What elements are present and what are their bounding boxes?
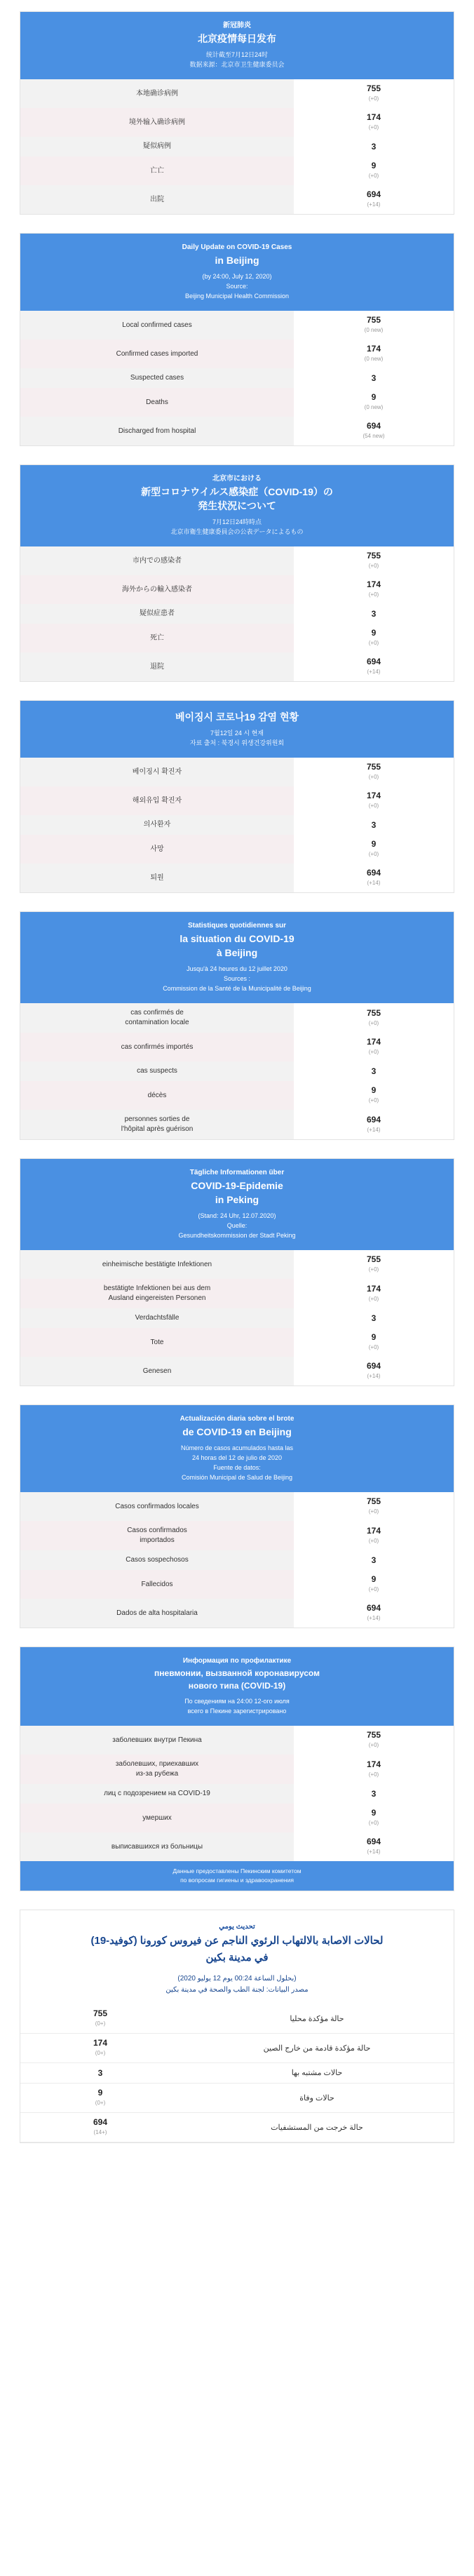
header-source: 7月12日24時時点 北京市衛生健康委員会の公表データによるもの — [170, 518, 304, 535]
stat-number: 3 — [371, 1555, 377, 1565]
stat-label: 퇴원 — [20, 864, 294, 892]
stat-value-cell — [294, 1521, 454, 1550]
stat-number: 694 — [366, 1603, 381, 1613]
table-row — [20, 575, 454, 604]
table-row — [20, 2004, 454, 2034]
table-row — [20, 1726, 454, 1755]
stat-delta: (+0) — [368, 640, 379, 646]
stat-number: 9 — [371, 1332, 377, 1342]
stat-delta: (+0) — [368, 1295, 379, 1302]
table-row — [20, 1492, 454, 1521]
table-row — [20, 137, 454, 156]
stat-value-cell — [294, 1250, 454, 1279]
stat-value-cell — [294, 156, 454, 185]
stat-delta: (+0) — [95, 2020, 106, 2027]
stat-number: 174 — [366, 1037, 381, 1047]
stat-value-cell — [294, 864, 454, 892]
language-card-es — [20, 1404, 454, 1628]
stat-number: 9 — [371, 1574, 377, 1584]
stat-delta: (+0) — [368, 1508, 379, 1515]
language-card-ru — [20, 1646, 454, 1891]
stat-number: 755 — [366, 1007, 381, 1018]
stat-number: 694 — [366, 1837, 381, 1846]
card-header-ko — [20, 701, 454, 758]
table-row — [20, 388, 454, 417]
stat-value-cell — [294, 1110, 454, 1139]
stat-number: 3 — [371, 1788, 377, 1799]
table-row — [20, 1061, 454, 1081]
header-source: 7월12일 24 시 현재 자료 출처 : 북경시 위생건강위원회 — [189, 730, 285, 746]
stat-delta: (+0) — [368, 1742, 379, 1748]
stat-label: bestätigte Infektionen bei aus dem Ausland eingereisten Personen — [20, 1279, 294, 1308]
table-row — [20, 1599, 454, 1628]
header-title: de COVID-19 en Beijing — [182, 1426, 292, 1437]
header-line1: 北京市における — [212, 475, 262, 483]
stat-delta: (+0) — [368, 1820, 379, 1826]
stat-delta: (+0) — [368, 124, 379, 130]
stat-label: Genesen — [20, 1357, 294, 1386]
stat-label: cas suspects — [20, 1061, 294, 1081]
stat-number: 755 — [366, 315, 381, 325]
stat-number: 694 — [366, 189, 381, 199]
table-row — [20, 340, 454, 368]
stat-number: 3 — [371, 1313, 377, 1323]
stat-label: حالة مؤكدة محليا — [180, 2004, 454, 2034]
stat-value-cell — [294, 108, 454, 137]
stat-delta: (+0) — [368, 1771, 379, 1778]
card-header-es — [20, 1405, 454, 1492]
table-row — [20, 864, 454, 892]
stat-number: 174 — [366, 1283, 381, 1294]
stat-number: 9 — [371, 161, 377, 170]
table-row — [20, 1755, 454, 1784]
stat-label: حالة خرجت من المستشفيات — [180, 2113, 454, 2142]
table-row — [20, 1328, 454, 1357]
stat-value-cell — [20, 2113, 180, 2142]
stats-table-ko — [20, 758, 454, 892]
table-row — [20, 108, 454, 137]
stat-label: personnes sorties de l'hôpital après guérison — [20, 1110, 294, 1139]
table-row — [20, 1550, 454, 1570]
stats-table-ar — [20, 2004, 454, 2142]
stat-value-cell — [294, 1726, 454, 1755]
stat-number: 755 — [366, 83, 381, 93]
table-row — [20, 604, 454, 624]
card-header-zh-cn — [20, 12, 454, 79]
stat-value-cell — [294, 786, 454, 815]
stat-value-cell — [294, 1755, 454, 1784]
header-source: (بحلول الساعة 00:24 يوم 12 يوليو 2020) مصدر البيانات: لجنة الطب والصحة في مدينة بكين — [165, 1975, 309, 1994]
table-row — [20, 2034, 454, 2063]
stat-value-cell — [294, 79, 454, 108]
stat-delta: (+0) — [368, 95, 379, 102]
table-row — [20, 311, 454, 340]
stat-value-cell — [294, 546, 454, 575]
stat-delta: (+0) — [368, 1537, 379, 1544]
stat-delta: (+0) — [368, 1344, 379, 1350]
stat-number: 3 — [371, 373, 377, 383]
stat-delta: (+0) — [368, 591, 379, 598]
table-row — [20, 2084, 454, 2113]
stat-value-cell — [294, 417, 454, 445]
language-card-ar — [20, 1910, 454, 2143]
stat-delta: (0 new) — [364, 404, 384, 410]
stat-number: 174 — [366, 1525, 381, 1536]
table-row — [20, 79, 454, 108]
stat-number: 174 — [93, 2038, 108, 2048]
stat-label: 本地确诊病例 — [20, 79, 294, 108]
stats-table-en — [20, 311, 454, 445]
header-title: لحالات الاصابة بالالتهاب الرئوي الناجم عن فيروس كورونا (كوفيد-19) في مدينة بكين — [90, 1935, 384, 1964]
header-title: пневмонии, вызванной коронавирусом нового типа (COVID-19) — [154, 1668, 320, 1691]
header-line1: Tägliche Informationen über — [189, 1169, 285, 1176]
stat-value-cell — [294, 1804, 454, 1832]
table-row — [20, 156, 454, 185]
stat-label: Suspected cases — [20, 368, 294, 388]
stat-label: 疑似症患者 — [20, 604, 294, 624]
stat-delta: (+0) — [368, 851, 379, 857]
header-title: in Beijing — [215, 255, 259, 266]
header-source: По сведениям на 24:00 12-ого июля всего в Пекине зарегистрировано — [184, 1698, 290, 1715]
stat-label: 死亡 — [20, 624, 294, 652]
stat-value-cell — [294, 1081, 454, 1110]
stat-label: حالة مؤكدة قادمة من خارج الصين — [180, 2034, 454, 2063]
stat-value-cell — [294, 1328, 454, 1357]
cards-container — [0, 11, 474, 2143]
stat-label: Confirmed cases imported — [20, 340, 294, 368]
header-title: COVID-19-Epidemie in Peking — [191, 1180, 283, 1205]
stat-number: 755 — [93, 2008, 108, 2018]
table-row — [20, 1784, 454, 1804]
stat-label: 出院 — [20, 185, 294, 214]
stats-table-ja — [20, 546, 454, 681]
stat-delta: (+0) — [368, 1266, 379, 1273]
stat-label: cas confirmés importés — [20, 1033, 294, 1061]
table-row — [20, 2113, 454, 2142]
table-row — [20, 1570, 454, 1599]
header-source: (Stand: 24 Uhr, 12.07.2020) Quelle: Gesundheitskommission der Stadt Peking — [178, 1212, 296, 1239]
stat-delta: (+14) — [367, 669, 381, 675]
header-source: Número de casos acumulados hasta las 24 horas del 12 de julio de 2020 Fuente de datos: Comisión Municipal de Salud de Beijing — [180, 1444, 294, 1481]
table-row — [20, 815, 454, 835]
stats-table-ru — [20, 1726, 454, 1861]
table-row — [20, 417, 454, 445]
stat-value-cell — [20, 2063, 180, 2084]
stat-label: Discharged from hospital — [20, 417, 294, 445]
stat-delta: (+14) — [367, 1849, 381, 1855]
stat-number: 174 — [366, 1759, 381, 1769]
stat-value-cell — [20, 2034, 180, 2063]
stat-value-cell — [294, 1492, 454, 1521]
stat-label: 사망 — [20, 835, 294, 864]
table-row — [20, 1357, 454, 1386]
stat-label: 境外输入确诊病例 — [20, 108, 294, 137]
stat-value-cell — [294, 340, 454, 368]
stat-delta: (+14) — [367, 201, 381, 208]
table-row — [20, 1308, 454, 1328]
stat-delta: (+0) — [368, 1097, 379, 1103]
stat-number: 3 — [97, 2067, 103, 2078]
stat-delta: (+14) — [367, 1373, 381, 1379]
stat-label: 의사환자 — [20, 815, 294, 835]
header-source: (by 24:00, July 12, 2020) Source: Beijing Municipal Health Commission — [184, 273, 290, 300]
table-row — [20, 786, 454, 815]
stat-number: 694 — [93, 2117, 108, 2127]
stat-number: 755 — [366, 1254, 381, 1264]
stat-value-cell — [294, 575, 454, 604]
stat-value-cell — [294, 1279, 454, 1308]
stat-delta: (+0) — [95, 2050, 106, 2056]
stat-label: einheimische bestätigte Infektionen — [20, 1250, 294, 1279]
stat-label: 베이징시 확진자 — [20, 758, 294, 786]
stat-number: 694 — [366, 868, 381, 878]
stat-label: Casos confirmados locales — [20, 1492, 294, 1521]
stat-value-cell — [294, 1832, 454, 1861]
header-source: Jusqu'à 24 heures du 12 juillet 2020 Sources : Commission de la Santé de la Municipalité de Beijing — [163, 965, 311, 992]
table-row — [20, 546, 454, 575]
top-spacer — [0, 0, 474, 11]
header-source: 统计截至7月12日24时 数据来源：北京市卫生健康委员会 — [189, 51, 285, 68]
stat-value-cell — [20, 2084, 180, 2113]
stat-label: décès — [20, 1081, 294, 1110]
stat-value-cell — [294, 652, 454, 681]
stat-label: 해외유입 확진자 — [20, 786, 294, 815]
language-card-ko — [20, 700, 454, 893]
stat-label: Tote — [20, 1328, 294, 1357]
card-header-fr — [20, 912, 454, 1003]
header-line1: Daily Update on COVID-19 Cases — [182, 243, 292, 251]
table-row — [20, 758, 454, 786]
stat-delta: (+14) — [93, 2129, 107, 2135]
stat-value-cell — [294, 1784, 454, 1804]
stat-delta: (0 new) — [364, 356, 384, 362]
header-title: 베이징시 코로나19 감염 현황 — [175, 711, 299, 723]
stat-delta: (+14) — [367, 880, 381, 886]
stats-table-zh-cn — [20, 79, 454, 214]
stat-value-cell — [294, 624, 454, 652]
stat-label: Casos confirmados importados — [20, 1521, 294, 1550]
stat-label: умерших — [20, 1804, 294, 1832]
table-row — [20, 185, 454, 214]
stat-delta: (+0) — [368, 1019, 379, 1026]
stat-value-cell — [294, 604, 454, 624]
stat-number: 755 — [366, 1730, 381, 1740]
stat-number: 9 — [371, 1808, 377, 1818]
table-row — [20, 1804, 454, 1832]
stat-label: حالات مشتبه بها — [180, 2063, 454, 2084]
stat-value-cell — [294, 1308, 454, 1328]
table-row — [20, 1003, 454, 1033]
header-line1: Actualización diaria sobre el brote — [180, 1415, 294, 1423]
stat-number: 9 — [371, 1085, 377, 1095]
stat-label: выписавшихся из больницы — [20, 1832, 294, 1861]
stat-delta: (+0) — [368, 563, 379, 569]
stat-value-cell — [294, 1061, 454, 1081]
stat-number: 755 — [366, 762, 381, 772]
table-row — [20, 1033, 454, 1061]
stat-value-cell — [294, 1550, 454, 1570]
language-card-en — [20, 233, 454, 446]
stat-label: Verdachtsfälle — [20, 1308, 294, 1328]
stat-label: заболевших внутри Пекина — [20, 1726, 294, 1755]
stat-delta: (+0) — [368, 1049, 379, 1055]
stat-label: Casos sospechosos — [20, 1550, 294, 1570]
header-line1: تحديث يومي — [219, 1923, 255, 1931]
stat-number: 174 — [366, 344, 381, 354]
stat-value-cell — [294, 1599, 454, 1628]
stat-number: 694 — [366, 657, 381, 666]
stat-number: 174 — [366, 791, 381, 800]
language-card-fr — [20, 911, 454, 1140]
stat-label: 疑似病例 — [20, 137, 294, 156]
stat-value-cell — [294, 1033, 454, 1061]
table-row — [20, 1832, 454, 1861]
stat-number: 755 — [366, 1496, 381, 1506]
stat-label: 亡亡 — [20, 156, 294, 185]
table-row — [20, 2063, 454, 2084]
stat-number: 9 — [97, 2088, 103, 2098]
stat-value-cell — [294, 137, 454, 156]
stat-number: 174 — [366, 112, 381, 122]
stat-value-cell — [294, 835, 454, 864]
stat-number: 3 — [371, 1066, 377, 1076]
stat-delta: (+14) — [367, 1615, 381, 1621]
language-card-ja — [20, 464, 454, 682]
stat-label: Dados de alta hospitalaria — [20, 1599, 294, 1628]
stat-value-cell — [294, 311, 454, 340]
stat-value-cell — [294, 185, 454, 214]
card-header-de — [20, 1159, 454, 1250]
stat-label: заболевших, приехавших из-за рубежа — [20, 1755, 294, 1784]
stat-number: 3 — [371, 608, 377, 619]
stat-number: 9 — [371, 839, 377, 849]
header-line1: Информация по профилактике — [182, 1657, 292, 1665]
stat-number: 9 — [371, 628, 377, 638]
stat-delta: (+0) — [368, 774, 379, 780]
language-card-zh-cn — [20, 11, 454, 215]
stat-value-cell — [294, 1570, 454, 1599]
stat-label: 海外からの輸入感染者 — [20, 575, 294, 604]
stat-value-cell — [294, 368, 454, 388]
stat-value-cell — [20, 2004, 180, 2034]
header-line1: Statistiques quotidiennes sur — [187, 922, 287, 930]
stat-delta: (+14) — [367, 1126, 381, 1133]
stat-number: 694 — [366, 421, 381, 431]
card-header-ar — [20, 1910, 454, 2004]
stat-label: Fallecidos — [20, 1570, 294, 1599]
header-title: la situation du COVID-19 à Beijing — [180, 933, 294, 958]
card-header-ru — [20, 1647, 454, 1726]
stat-label: лиц с подозрением на COVID-19 — [20, 1784, 294, 1804]
table-row — [20, 652, 454, 681]
stat-label: 退院 — [20, 652, 294, 681]
table-row — [20, 1279, 454, 1308]
stats-table-de — [20, 1250, 454, 1386]
stat-number: 755 — [366, 551, 381, 561]
language-card-de — [20, 1158, 454, 1386]
stat-label: 市内での感染者 — [20, 546, 294, 575]
stat-delta: (+0) — [368, 173, 379, 179]
stat-number: 3 — [371, 819, 377, 830]
stat-number: 694 — [366, 1361, 381, 1371]
stat-value-cell — [294, 1003, 454, 1033]
table-row — [20, 1521, 454, 1550]
table-row — [20, 1110, 454, 1139]
stat-value-cell — [294, 758, 454, 786]
stat-value-cell — [294, 815, 454, 835]
stat-label: cas confirmés de contamination locale — [20, 1003, 294, 1033]
stat-label: Local confirmed cases — [20, 311, 294, 340]
stat-delta: (+0) — [368, 803, 379, 809]
stat-value-cell — [294, 388, 454, 417]
stat-number: 9 — [371, 392, 377, 402]
card-footer-note: Данные предоставлены Пекинским комитетом по вопросам гигиены и здравоохранения — [20, 1861, 454, 1891]
card-header-en — [20, 234, 454, 311]
stat-delta: (+0) — [95, 2100, 106, 2106]
card-header-ja — [20, 465, 454, 546]
stat-number: 3 — [371, 141, 377, 152]
table-row — [20, 1250, 454, 1279]
stat-value-cell — [294, 1357, 454, 1386]
stat-label: Deaths — [20, 388, 294, 417]
header-line1: 新冠肺炎 — [223, 22, 251, 29]
table-row — [20, 624, 454, 652]
stats-table-fr — [20, 1003, 454, 1139]
table-row — [20, 835, 454, 864]
table-row — [20, 368, 454, 388]
stats-table-es — [20, 1492, 454, 1628]
header-title: 新型コロナウイルス感染症（COVID-19）の 発生状況について — [141, 486, 333, 511]
table-row — [20, 1081, 454, 1110]
stat-number: 694 — [366, 1114, 381, 1125]
stat-delta: (+0) — [368, 1586, 379, 1592]
header-title: 北京疫情每日发布 — [198, 33, 276, 44]
stat-number: 174 — [366, 579, 381, 589]
stat-delta: (54 new) — [363, 433, 385, 439]
stat-delta: (0 new) — [364, 327, 384, 333]
stat-label: حالات وفاة — [180, 2084, 454, 2113]
